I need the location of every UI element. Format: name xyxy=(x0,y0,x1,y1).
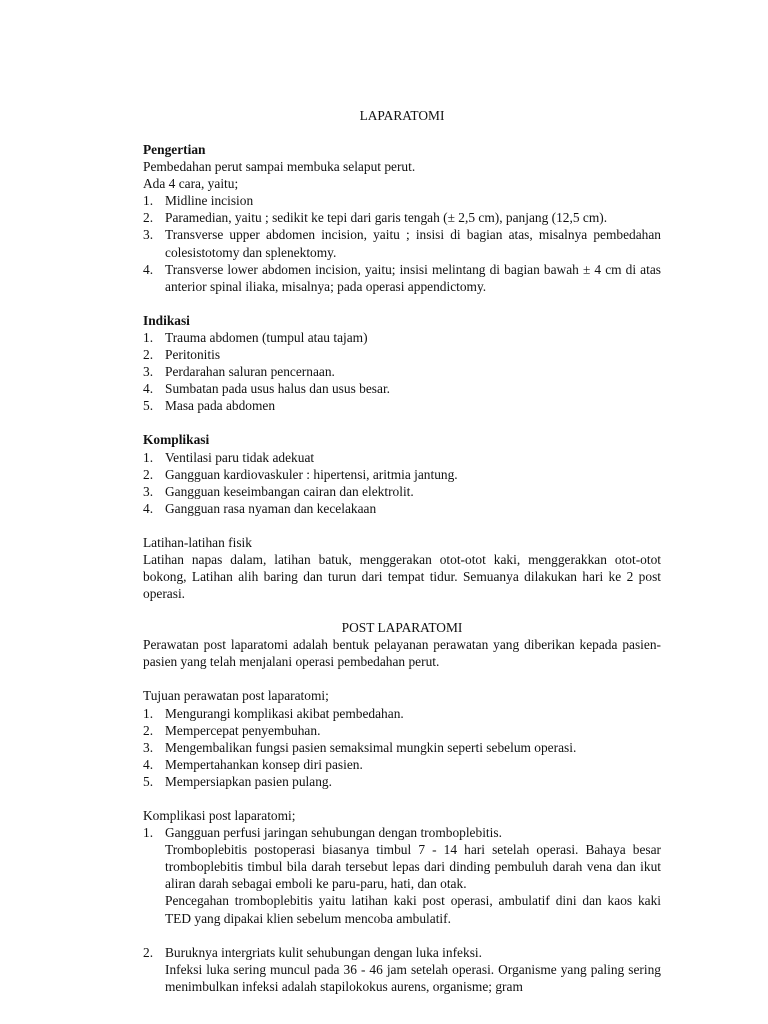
post-laparatomi-title: POST LAPARATOMI xyxy=(341,620,463,636)
list-item: 4. Gangguan rasa nyaman dan kecelakaan xyxy=(143,500,377,516)
section-heading-komplikasi: Komplikasi xyxy=(143,432,210,448)
list-item: 3. Transverse upper abdomen incision, yaitu ; insisi di bagian atas, misalnya pembedahan colesistotomy dan splenektomy. xyxy=(143,227,661,260)
list-item: 5. Mempersiapkan pasien pulang. xyxy=(143,773,332,789)
paragraph-line: Ada 4 cara, yaitu; xyxy=(143,176,239,192)
document-title: LAPARATOMI xyxy=(359,108,445,123)
list-item: 1. Mengurangi komplikasi akibat pembedahan. xyxy=(143,705,404,721)
document-page xyxy=(143,107,661,995)
paragraph-infeksi: Infeksi luka sering muncul pada 36 - 46 jam setelah operasi. Organisme yang paling sering menimbulkan infeksi adalah stapilokokus aurens, organisme; gram xyxy=(165,961,661,994)
paragraph-pencegahan: Pencegahan tromboplebitis yaitu latihan kaki post operasi, ambulatif dini dan kaos kaki TED yang dipakai klien sebelum mencoba ambulatif. xyxy=(165,893,661,926)
tujuan-list xyxy=(143,705,661,790)
post-komplikasi-list xyxy=(143,824,661,841)
list-item: 4. Transverse lower abdomen incision, yaitu; insisi melintang di bagian bawah ± 4 cm di atas anterior spinal iliaka, misalnya; pada operasi appendictomy. xyxy=(143,261,661,294)
list-item: 5. Masa pada abdomen xyxy=(143,398,276,414)
section-heading-latihan: Latihan-latihan fisik xyxy=(143,534,252,550)
indikasi-list xyxy=(143,329,661,414)
list-item: 1. Trauma abdomen (tumpul atau tajam) xyxy=(143,329,368,345)
post-komplikasi-heading: Komplikasi post laparatomi; xyxy=(143,808,296,823)
list-item: 1. Midline incision xyxy=(143,193,254,209)
list-item: 3. Mengembalikan fungsi pasien semaksimal mungkin seperti sebelum operasi. xyxy=(143,739,577,755)
paragraph-line: Pembedahan perut sampai membuka selaput perut. xyxy=(143,159,416,175)
list-item: 2. Paramedian, yaitu ; sedikit ke tepi dari garis tengah (± 2,5 cm), panjang (12,5 cm). xyxy=(143,210,608,226)
list-item: 2. Gangguan kardiovaskuler : hipertensi, aritmia jantung. xyxy=(143,466,458,482)
list-item: 4. Mempertahankan konsep diri pasien. xyxy=(143,756,363,772)
list-item: 1. Gangguan perfusi jaringan sehubungan dengan tromboplebitis. xyxy=(143,825,502,841)
list-item: 3. Perdarahan saluran pencernaan. xyxy=(143,364,335,380)
list-item: 3. Gangguan keseimbangan cairan dan elektrolit. xyxy=(143,483,414,499)
list-item: 1. Ventilasi paru tidak adekuat xyxy=(143,449,315,465)
list-item: 2. Buruknya intergriats kulit sehubungan dengan luka infeksi. xyxy=(143,944,482,960)
post-komplikasi-list-cont xyxy=(143,944,661,961)
list-item: 2. Peritonitis xyxy=(143,347,221,363)
pengertian-list xyxy=(143,192,661,295)
section-heading-indikasi: Indikasi xyxy=(143,312,190,328)
latihan-paragraph: Latihan napas dalam, latihan batuk, menggerakan otot-otot kaki, menggerakkan otot-otot bokong, Latihan alih baring dan turun dari tempat tidur. Semuanya dilakukan hari ke 2 post operasi. xyxy=(143,551,661,602)
paragraph-tromboplebitis: Tromboplebitis postoperasi biasanya timbul 7 - 14 hari setelah operasi. Bahaya besar tromboplebitis timbul bila darah tersebut lepas dari dinding pembuluh darah vena dan ikut aliran darah sebagai emboli ke paru-paru, hati, dan otak. xyxy=(165,842,661,892)
list-item: 4. Sumbatan pada usus halus dan usus besar. xyxy=(143,381,391,397)
list-item: 2. Mempercepat penyembuhan. xyxy=(143,722,321,738)
komplikasi-list xyxy=(143,449,661,517)
section-heading-pengertian: Pengertian xyxy=(143,142,206,157)
post-intro-paragraph: Perawatan post laparatomi adalah bentuk pelayanan perawatan yang diberikan kepada pasien-pasien yang telah menjalani operasi pembedahan perut. xyxy=(143,637,661,670)
tujuan-heading: Tujuan perawatan post laparatomi; xyxy=(143,688,329,704)
